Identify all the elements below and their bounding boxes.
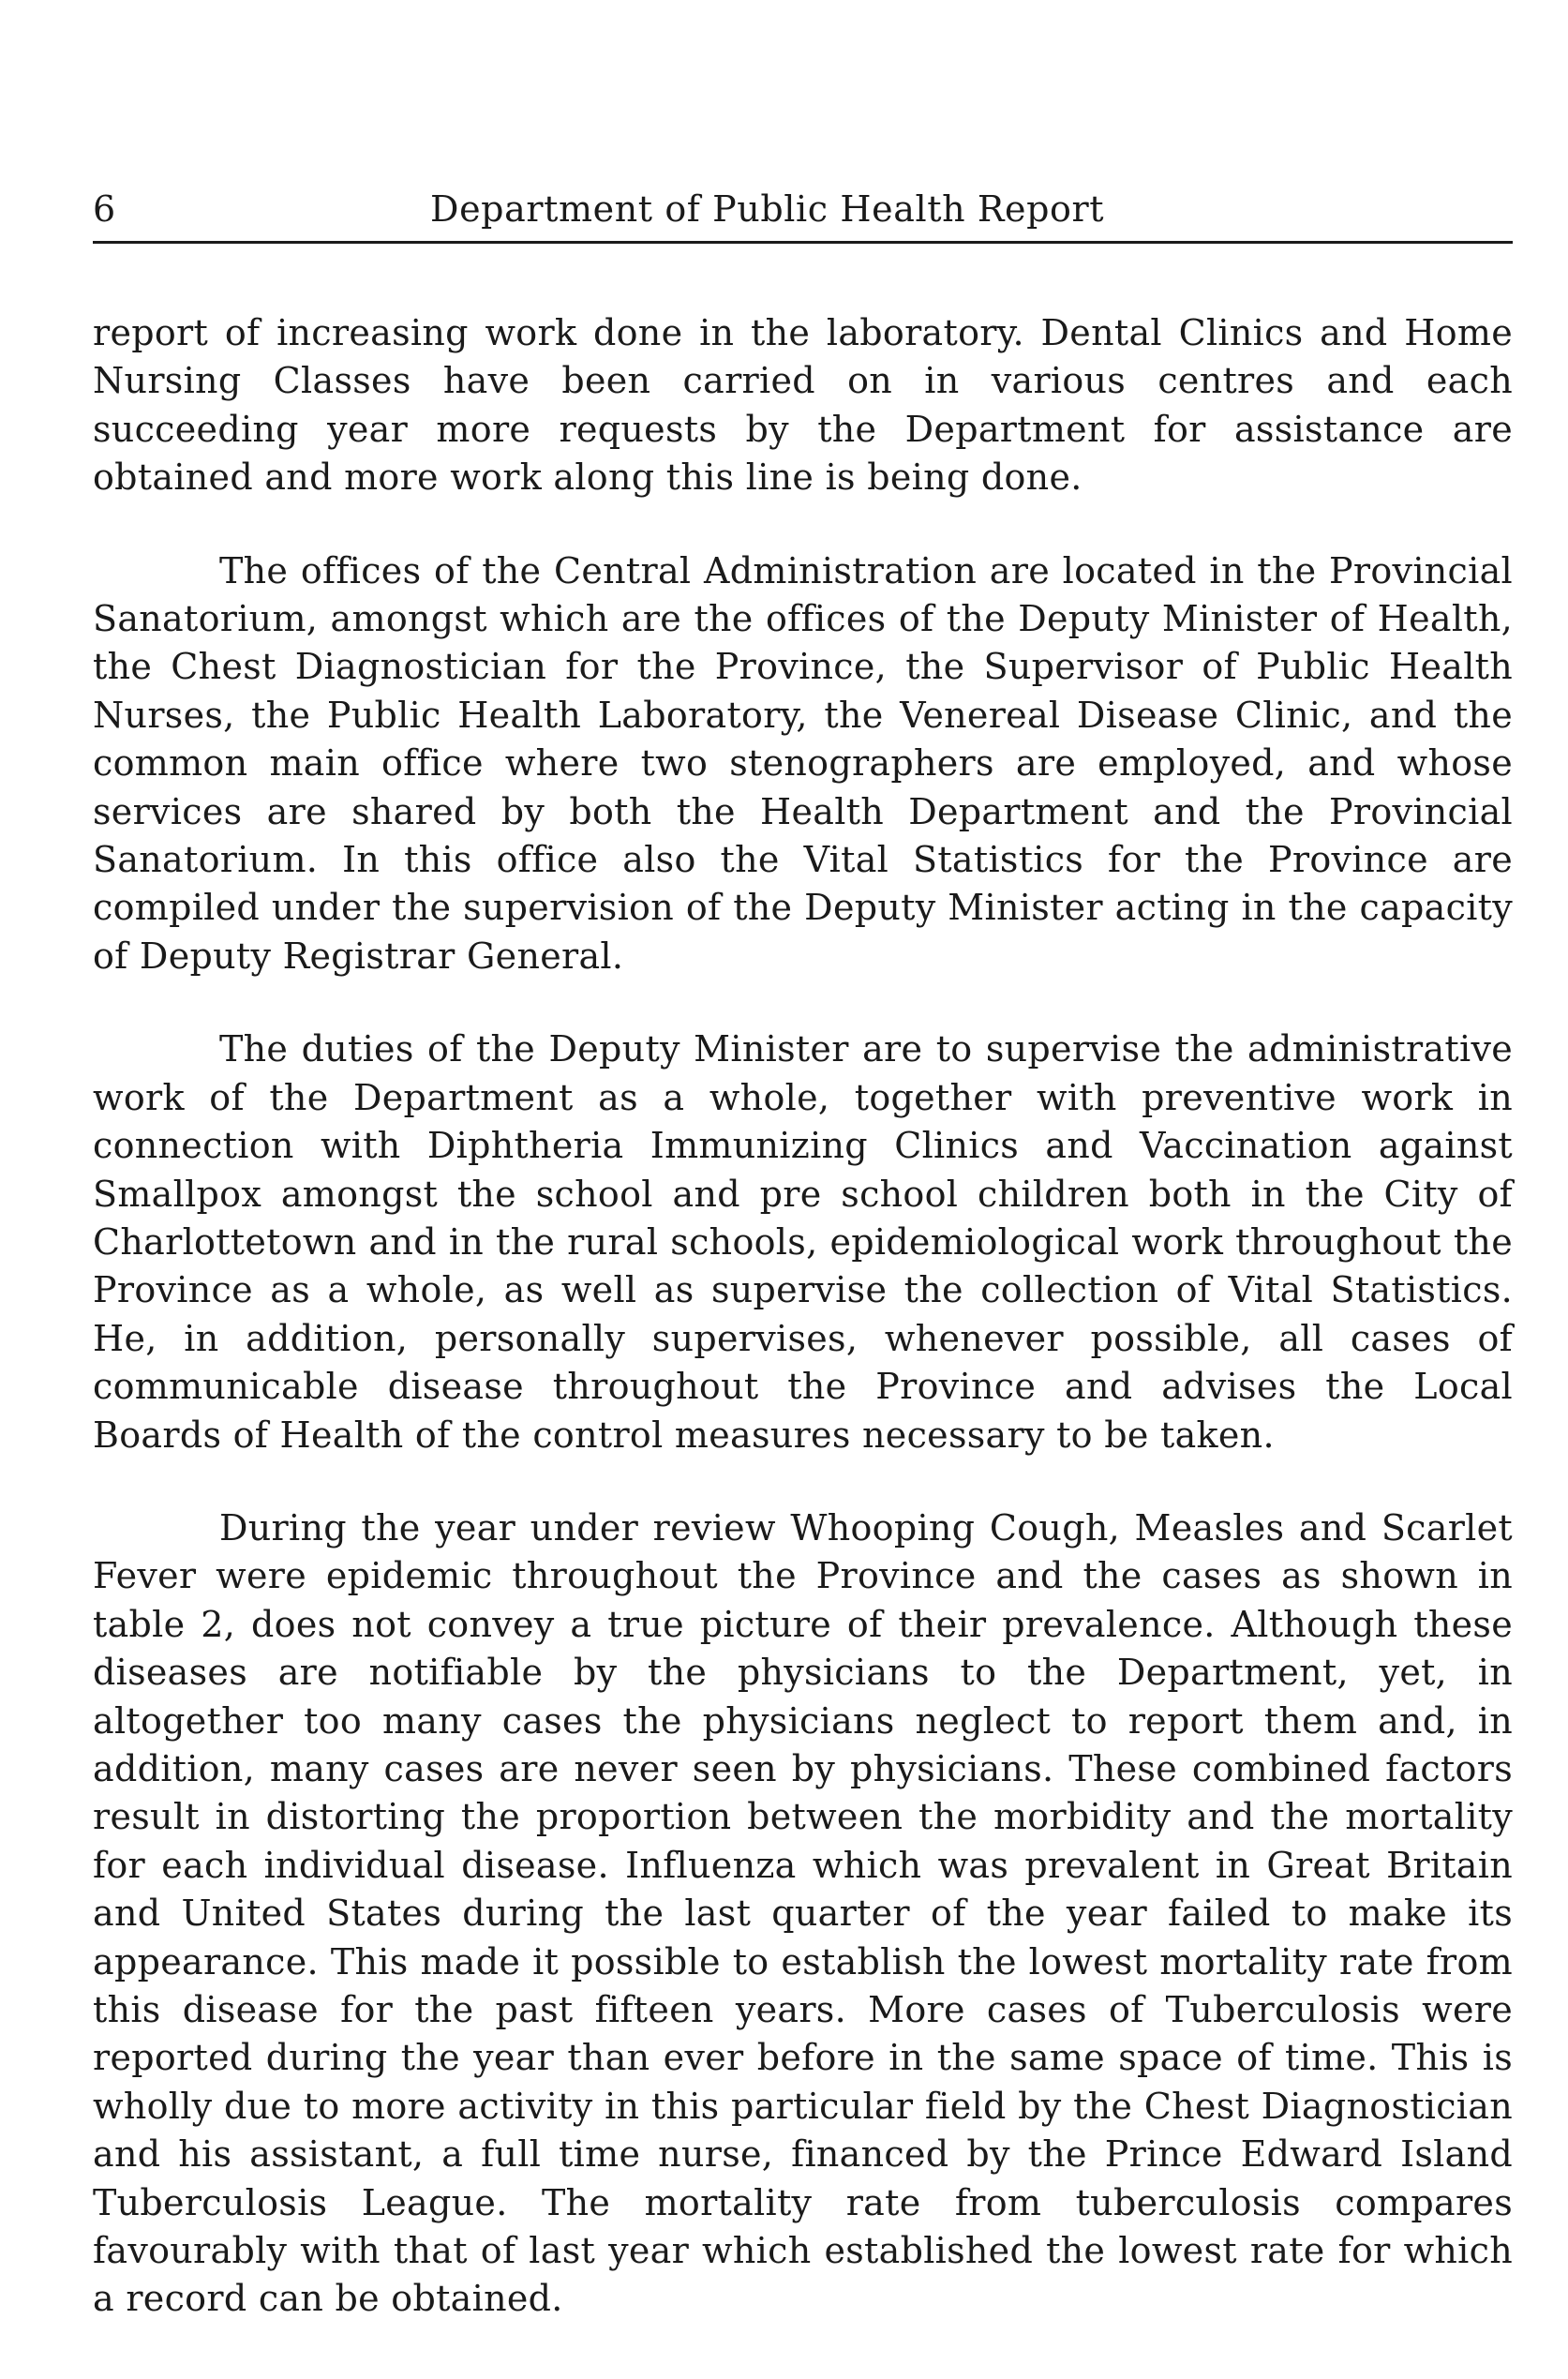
- paragraph-central-administration: The offices of the Central Administration are located in the Provincial Sanatorium, amongst which are the offices of the Deputy Minister of Health, the Chest Diagnostician for the Province, the Supervisor of Public Health Nurses, the Public Health Laboratory, the Venereal Disease Clinic, and the common main office where two stenographers are employed, and whose services are shared by both the Health Department and the Provincial Sanatorium. In this office also the Vital Statistics for the Province are compiled under the supervision of the Deputy Minister acting in the capacity of Deputy Registrar General.: [93, 549, 1513, 977]
- running-title: Department of Public Health Report: [430, 188, 1105, 230]
- running-head: [93, 181, 1513, 237]
- body-text: [93, 309, 1513, 2369]
- page-number: 6: [93, 188, 116, 230]
- paragraph-epidemics-review: During the year under review Whooping Cough, Measles and Scarlet Fever were epidemic throughout the Province and the cases as shown in table 2, does not convey a true picture of their prevalence. Although these diseases are notifiable by the physicians to the Department, yet, in altogether too many cases the physicians neglect to report them and, in addition, many cases are never seen by physicians. These combined factors result in distorting the proportion between the morbidity and the mortality for each individual disease. Influenza which was prevalent in Great Britain and United States during the last quarter of the year failed to make its appearance. This made it possible to establish the lowest mortality rate from this disease for the past fifteen years. More cases of Tuberculosis were reported during the year than ever before in the same space of time. This is wholly due to more activity in this particular field by the Chest Diagnostician and his assistant, a full time nurse, financed by the Prince Edward Island Tuberculosis League. The mortality rate from tuberculosis compares favourably with that of last year which established the lowest rate for which a record can be obtained.: [93, 1506, 1513, 2320]
- paragraph-deputy-minister-duties: The duties of the Deputy Minister are to supervise the administrative work of the Department as a whole, together with preventive work in connection with Diphtheria Immunizing Clinics and Vaccination against Smallpox amongst the school and pre school children both in the City of Charlottetown and in the rural schools, epidemiological work throughout the Province as a whole, as well as supervise the collection of Vital Statistics. He, in addition, personally supervises, whenever possible, all cases of communicable disease throughout the Province and advises the Local Boards of Health of the control measures necessary to be taken.: [93, 1028, 1513, 1456]
- paragraph-continued: report of increasing work done in the laboratory. Dental Clinics and Home Nursing Classes have been carried on in various centres and each succeeding year more requests by the Department for assistance are obtained and more work along this line is being done.: [93, 312, 1513, 499]
- header-rule: [93, 241, 1513, 244]
